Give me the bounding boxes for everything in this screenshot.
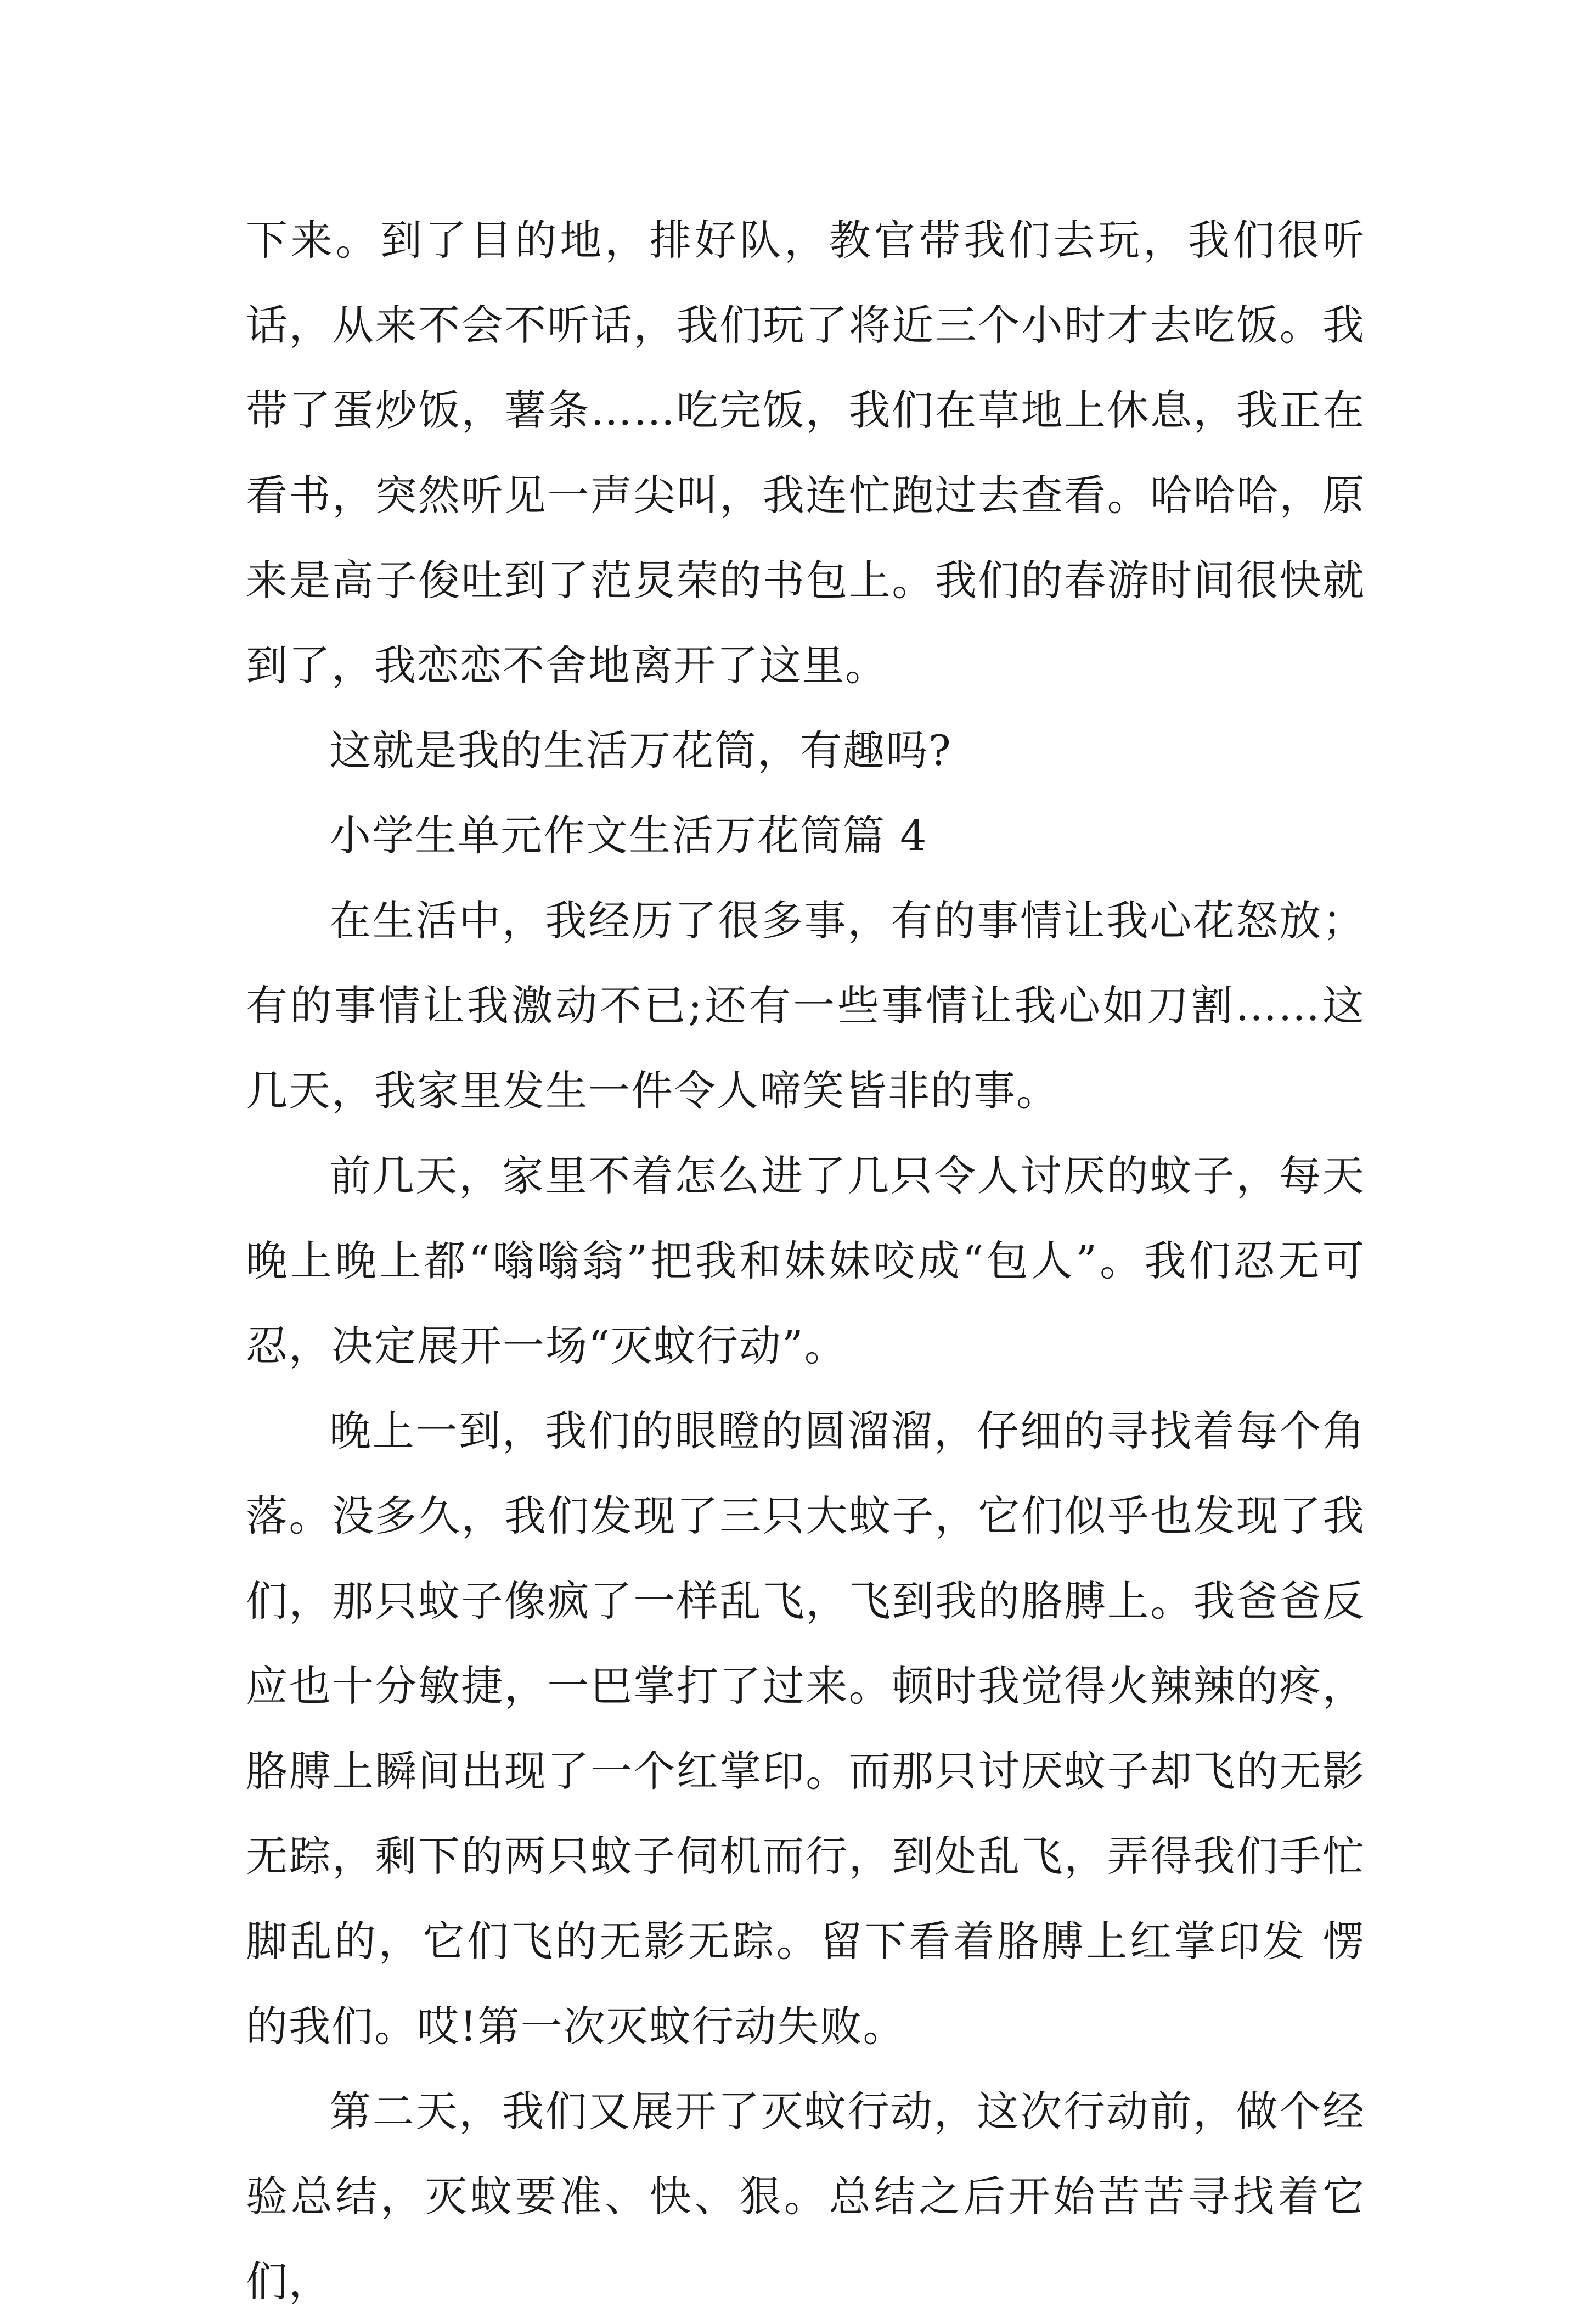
paragraph-continuation: 下来。到了目的地，排好队，教官带我们去玩，我们很听话，从来不会不听话，我们玩了将近三个小时才去吃饭。我带了蛋炒饭，薯条……吃完饭，我们在草地上休息，我正在看书，突然听见一声尖叫，我连忙跑过去查看。哈哈哈，原来是高子俊吐到了范炅荣的书包上。我们的春游时间很快就到了，我恋恋不舍地离开了这里。 bbox=[246, 216, 1365, 690]
paragraph-summary: 这就是我的生活万花筒，有趣吗? bbox=[329, 726, 952, 775]
essay-title: 小学生单元作文生活万花筒篇 4 bbox=[329, 811, 928, 860]
paragraph-mosquitoes: 前几天，家里不着怎么进了几只令人讨厌的蚊子，每天晚上晚上都“嗡嗡翁”把我和妹妹咬成“包人”。我们忍无可忍，决定展开一场“灭蚊行动”。 bbox=[246, 1151, 1365, 1370]
paragraph-first-attempt: 晚上一到，我们的眼瞪的圆溜溜，仔细的寻找着每个角落。没多久，我们发现了三只大蚊子，它们似乎也发现了我们，那只蚊子像疯了一样乱飞，飞到我的胳膊上。我爸爸反应也十分敏捷，一巴掌打了过来。顿时我觉得火辣辣的疼，胳膊上瞬间出现了一个红掌印。而那只讨厌蚊子却飞的无影无踪，剩下的两只蚊子伺机而行，到处乱飞，弄得我们手忙脚乱的，它们飞的无影无踪。留下看着胳膊上红掌印发 愣的我们。哎!第一次灭蚊行动失败。 bbox=[246, 1406, 1365, 2051]
paragraph-second-day: 第二天，我们又展开了灭蚊行动，这次行动前，做个经验总结，灭蚊要准、快、狠。总结之后开始苦苦寻找着它们， bbox=[246, 2087, 1365, 2306]
paragraph-intro: 在生活中，我经历了很多事，有的事情让我心花怒放；有的事情让我激动不已;还有一些事情让我心如刀割……这几天，我家里发生一件令人啼笑皆非的事。 bbox=[246, 896, 1365, 1115]
body-text bbox=[246, 198, 1365, 2324]
